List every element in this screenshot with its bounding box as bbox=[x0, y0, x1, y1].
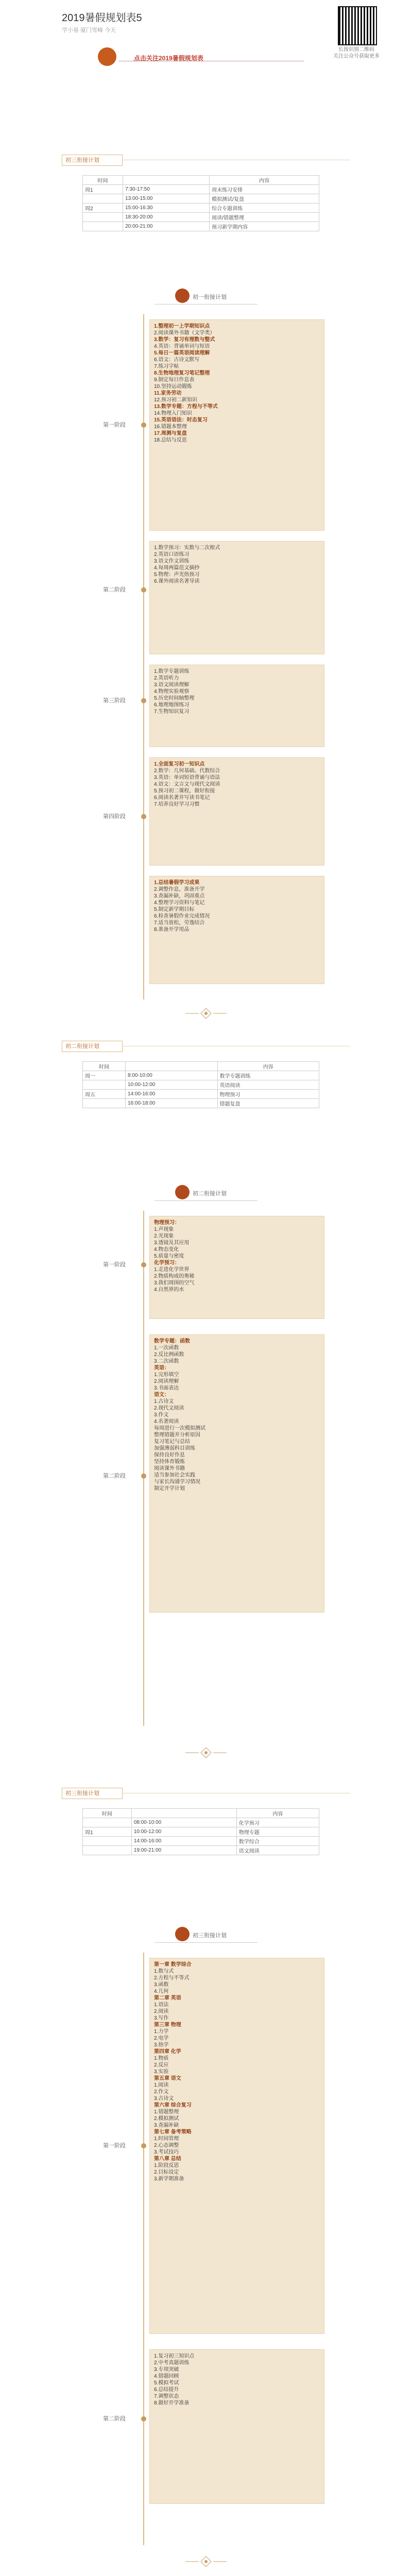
plan-line: 4.物理实验观察 bbox=[154, 689, 190, 694]
plan-line: 3.写作 bbox=[154, 2015, 169, 2021]
plan-line: 2.反应 bbox=[154, 2062, 169, 2068]
plan-line: 加强薄弱科目训练 bbox=[154, 1446, 195, 1451]
table-row bbox=[83, 213, 319, 222]
table-cell bbox=[83, 222, 123, 231]
plan-line: 4.英语：背诵单词与短语 bbox=[154, 344, 210, 349]
plan-line: 2.数学：几何基础、代数综合 bbox=[154, 768, 220, 774]
table-header: 时间 bbox=[83, 1062, 126, 1071]
plan-line: 8.生物地理复习笔记整理 bbox=[154, 370, 210, 376]
plan-line: 2.阅读课外书籍（文学类） bbox=[154, 330, 215, 336]
plan-line: 1.语法 bbox=[154, 2002, 169, 2008]
timeline-dot bbox=[141, 587, 146, 592]
plan-line: 5.预习初二课程，做好衔接 bbox=[154, 788, 215, 794]
table-header-row bbox=[83, 176, 319, 185]
plan-box bbox=[149, 757, 324, 866]
plan-line: 7.练习字帖 bbox=[154, 364, 179, 369]
plan-line: 2.反比例函数 bbox=[154, 1352, 184, 1358]
plan-line: 第三章 物理 bbox=[154, 2022, 181, 2028]
avatar bbox=[175, 1185, 190, 1199]
timeline-line bbox=[143, 1211, 144, 1726]
plan-line: 第五章 语文 bbox=[154, 2076, 181, 2081]
table-cell: 周一 bbox=[83, 1071, 126, 1080]
plan-line: 15.英语语法：时态复习 bbox=[154, 417, 208, 423]
plan-line: 9.制定每日作息表 bbox=[154, 377, 195, 383]
table-cell: 08:00-10:00 bbox=[131, 1818, 236, 1827]
plan-line: 11.家务劳动 bbox=[154, 391, 182, 396]
plan-line: 1.古诗文 bbox=[154, 1399, 174, 1404]
table-cell: 综合专题训练 bbox=[210, 204, 319, 213]
plan-line: 2.英语口语练习 bbox=[154, 552, 190, 557]
section-mark-label: 初二衔接计划 bbox=[193, 1191, 227, 1197]
avatar bbox=[98, 47, 116, 66]
section-mark bbox=[175, 1927, 237, 1942]
plan-line: 第四章 化学 bbox=[154, 2049, 181, 2055]
plan-line: 3.专项突破 bbox=[154, 2367, 179, 2372]
plan-line: 复习笔记与总结 bbox=[154, 1439, 190, 1445]
section-header: 初三衔接计划 bbox=[62, 155, 123, 166]
timeline-line bbox=[143, 1953, 144, 2545]
plan-line: 第一章 数学综合 bbox=[154, 1962, 192, 1968]
plan-line: 1.声现象 bbox=[154, 1227, 174, 1232]
article-meta: 学小易 厦门雪峰 今天 bbox=[62, 27, 116, 33]
phase-label: 第四阶段 bbox=[103, 814, 126, 820]
table-cell: 19:00-21:00 bbox=[131, 1846, 236, 1855]
plan-line: 语文： bbox=[154, 1392, 169, 1398]
plan-line: 3.新学期准备 bbox=[154, 2176, 184, 2182]
table-cell: 英语阅读 bbox=[217, 1080, 319, 1090]
table-header: 内容 bbox=[236, 1809, 319, 1818]
plan-line: 2.阅读 bbox=[154, 2009, 169, 2014]
plan-line: 每周进行一次模拟测试 bbox=[154, 1426, 205, 1431]
table-cell: 14:00-16:00 bbox=[131, 1837, 236, 1846]
plan-line: 与家长沟通学习情况 bbox=[154, 1479, 200, 1485]
divider-ornament bbox=[185, 2555, 227, 2568]
plan-line: 2.方程与不等式 bbox=[154, 1975, 190, 1981]
table-row bbox=[83, 1837, 319, 1846]
plan-line: 5.物理：声光热预习 bbox=[154, 572, 200, 578]
plan-line: 1.阅读 bbox=[154, 2082, 169, 2088]
table-cell: 20:00-21:00 bbox=[123, 222, 210, 231]
table-cell: 周五 bbox=[83, 1090, 126, 1099]
phase-label: 第一阶段 bbox=[103, 1262, 126, 1268]
plan-line: 第六章 综合复习 bbox=[154, 2103, 192, 2108]
table-header bbox=[125, 1062, 217, 1071]
plan-line: 1.走进化学世界 bbox=[154, 1267, 190, 1273]
table-header bbox=[131, 1809, 236, 1818]
plan-box bbox=[149, 1334, 324, 1613]
plan-line: 1.完形填空 bbox=[154, 1372, 179, 1378]
section-mark bbox=[175, 289, 237, 304]
schedule-table bbox=[82, 175, 319, 231]
plan-line: 3.古诗文 bbox=[154, 2096, 174, 2102]
section-mark-label: 初一衔接计划 bbox=[193, 294, 227, 300]
phase-label: 第二阶段 bbox=[103, 587, 126, 593]
qr-code-image bbox=[338, 6, 377, 45]
plan-line: 适当参加社会实践 bbox=[154, 1472, 195, 1478]
plan-line: 坚持体育锻炼 bbox=[154, 1459, 185, 1465]
plan-line: 4.整理学习资料与笔记 bbox=[154, 900, 205, 906]
table-header: 时间 bbox=[83, 176, 123, 185]
table-header: 内容 bbox=[217, 1062, 319, 1071]
plan-line: 1.总结暑假学习成果 bbox=[154, 880, 200, 886]
table-row bbox=[83, 1846, 319, 1855]
plan-line: 3.热学 bbox=[154, 2042, 169, 2048]
plan-line: 5.模拟考试 bbox=[154, 2380, 179, 2386]
plan-line: 3.二次函数 bbox=[154, 1359, 179, 1364]
phase-label: 第一阶段 bbox=[103, 2143, 126, 2149]
plan-line: 2.电学 bbox=[154, 2036, 169, 2041]
plan-line: 3.查漏补缺，巩固重点 bbox=[154, 893, 205, 899]
plan-line: 7.培养良好学习习惯 bbox=[154, 802, 200, 807]
follow-banner[interactable] bbox=[88, 47, 314, 68]
plan-line: 3.作文 bbox=[154, 1412, 169, 1418]
plan-line: 6.语文：古诗文默写 bbox=[154, 357, 200, 363]
plan-box bbox=[149, 665, 324, 747]
table-cell: 语文阅读 bbox=[236, 1846, 319, 1855]
plan-line: 6.检查暑假作业完成情况 bbox=[154, 913, 210, 919]
plan-line: 6.课外阅读名著导读 bbox=[154, 579, 200, 584]
schedule-table bbox=[82, 1808, 319, 1855]
plan-line: 数学专题：函数 bbox=[154, 1338, 190, 1344]
plan-line: 3.函数 bbox=[154, 1982, 169, 1988]
plan-box bbox=[149, 1958, 324, 2334]
table-header bbox=[123, 176, 210, 185]
table-cell: 数学综合 bbox=[236, 1837, 319, 1846]
table-cell: 14:00-16:00 bbox=[125, 1090, 217, 1099]
plan-line: 3.透镜及其应用 bbox=[154, 1240, 190, 1246]
plan-line: 第七章 备考策略 bbox=[154, 2129, 192, 2135]
plan-box bbox=[149, 2349, 324, 2504]
table-cell: 周末练习安排 bbox=[210, 185, 319, 194]
table-cell: 预习新学期内容 bbox=[210, 222, 319, 231]
plan-line: 6.阅读名著并写读书笔记 bbox=[154, 795, 210, 801]
timeline-dot bbox=[141, 2143, 146, 2148]
plan-line: 3.我们周围的空气 bbox=[154, 1280, 195, 1286]
plan-line: 3.实验 bbox=[154, 2069, 169, 2075]
plan-line: 8.准备开学用品 bbox=[154, 927, 190, 933]
plan-line: 1.一次函数 bbox=[154, 1345, 179, 1351]
plan-line: 5.质量与密度 bbox=[154, 1253, 184, 1259]
plan-line: 13.数学专题：方程与不等式 bbox=[154, 404, 218, 410]
table-cell bbox=[83, 1837, 132, 1846]
plan-line: 3.语文阅读理解 bbox=[154, 682, 190, 688]
table-header-row bbox=[83, 1809, 319, 1818]
plan-line: 8.做好开学准备 bbox=[154, 2400, 190, 2406]
plan-line: 1.时间管理 bbox=[154, 2136, 179, 2142]
plan-line: 2.心态调整 bbox=[154, 2143, 179, 2148]
table-row bbox=[83, 1080, 319, 1090]
plan-line: 5.每日一篇英语阅读理解 bbox=[154, 350, 210, 356]
plan-line: 3.书面表达 bbox=[154, 1385, 179, 1391]
plan-box bbox=[149, 1216, 324, 1319]
avatar bbox=[175, 1927, 190, 1941]
table-cell: 物理专题 bbox=[236, 1827, 319, 1837]
table-row bbox=[83, 1071, 319, 1080]
table-cell bbox=[83, 1099, 126, 1108]
plan-line: 第八章 总结 bbox=[154, 2156, 181, 2162]
plan-line: 1.数与式 bbox=[154, 1969, 174, 1974]
timeline-line bbox=[143, 314, 144, 999]
table-cell bbox=[83, 1846, 132, 1855]
plan-line: 5.制定新学期目标 bbox=[154, 907, 195, 912]
plan-box bbox=[149, 541, 324, 654]
avatar bbox=[175, 289, 190, 303]
plan-line: 2.调整作息，准备开学 bbox=[154, 887, 205, 892]
section-mark bbox=[175, 1185, 237, 1200]
plan-line: 化学预习： bbox=[154, 1260, 180, 1266]
table-cell: 数学专题训练 bbox=[217, 1071, 319, 1080]
plan-line: 1.物质 bbox=[154, 2056, 169, 2061]
plan-line: 4.语文：文言文与现代文阅读 bbox=[154, 782, 220, 787]
table-cell: 错题复盘 bbox=[217, 1099, 319, 1108]
table-cell: 阅读/错题整理 bbox=[210, 213, 319, 222]
phase-label: 第一阶段 bbox=[103, 422, 126, 428]
plan-line: 保持良好作息 bbox=[154, 1452, 185, 1458]
plan-line: 2.作文 bbox=[154, 2089, 169, 2095]
plan-line: 英语： bbox=[154, 1365, 169, 1371]
section-mark-label: 初三衔接计划 bbox=[193, 1933, 227, 1939]
section-header: 初三衔接计划 bbox=[62, 1788, 123, 1799]
plan-line: 7.适当放松，劳逸结合 bbox=[154, 920, 205, 926]
table-cell: 周2 bbox=[83, 204, 123, 213]
plan-line: 物理预习： bbox=[154, 1220, 180, 1226]
plan-line: 2.光现象 bbox=[154, 1233, 174, 1239]
table-cell: 10:00-12:00 bbox=[125, 1080, 217, 1090]
plan-line: 4.自然界的水 bbox=[154, 1287, 184, 1293]
table-row bbox=[83, 185, 319, 194]
plan-line: 4.名著阅读 bbox=[154, 1419, 179, 1425]
table-cell: 周1 bbox=[83, 1827, 132, 1837]
phase-label: 第三阶段 bbox=[103, 698, 126, 704]
table-cell: 7:30-17:50 bbox=[123, 185, 210, 194]
plan-line: 6.总结提升 bbox=[154, 2387, 179, 2393]
plan-line: 4.错题回顾 bbox=[154, 2374, 179, 2379]
plan-line: 17.周测与复盘 bbox=[154, 431, 187, 436]
plan-line: 12.预习初二新知识 bbox=[154, 397, 197, 403]
table-cell: 13:00-15:00 bbox=[123, 194, 210, 204]
plan-line: 1.力学 bbox=[154, 2029, 169, 2035]
table-cell: 化学预习 bbox=[236, 1818, 319, 1827]
table-cell: 16:00-18:00 bbox=[125, 1099, 217, 1108]
plan-line: 4.物态变化 bbox=[154, 1247, 179, 1252]
plan-line: 1.数学专题训练 bbox=[154, 669, 190, 674]
plan-line: 3.数学：复习有理数与整式 bbox=[154, 337, 215, 343]
timeline-dot bbox=[141, 422, 146, 428]
plan-line: 2.阅读理解 bbox=[154, 1379, 179, 1384]
phase-label: 第二阶段 bbox=[103, 2416, 126, 2422]
schedule-table bbox=[82, 1061, 319, 1108]
plan-line: 3.考试技巧 bbox=[154, 2149, 179, 2155]
table-header: 内容 bbox=[210, 176, 319, 185]
plan-box bbox=[149, 876, 324, 984]
plan-line: 4.几何 bbox=[154, 1989, 169, 1994]
plan-line: 1.错题整理 bbox=[154, 2109, 179, 2115]
plan-line: 1.全面复习初一知识点 bbox=[154, 761, 205, 767]
qr-caption: 长按识别二维码 关注公众号获取更多 bbox=[333, 47, 380, 59]
divider bbox=[154, 1942, 258, 1943]
divider bbox=[154, 1200, 258, 1201]
plan-line: 3.英语：单词短语背诵与语法 bbox=[154, 775, 220, 781]
table-cell: 8:00-10:00 bbox=[125, 1071, 217, 1080]
timeline-dot bbox=[141, 1473, 146, 1479]
plan-line: 3.语文作文训练 bbox=[154, 558, 190, 564]
plan-line: 第二章 英语 bbox=[154, 1995, 181, 2001]
plan-box bbox=[149, 319, 324, 531]
plan-line: 1.数学预习：实数与二次根式 bbox=[154, 545, 220, 551]
plan-line: 2.模拟测试 bbox=[154, 2116, 179, 2122]
plan-line: 2.物质构成的奥秘 bbox=[154, 1274, 195, 1279]
table-cell bbox=[83, 1818, 132, 1827]
table-cell: 模拟测试/复盘 bbox=[210, 194, 319, 204]
plan-line: 1.阶段反思 bbox=[154, 2163, 179, 2168]
plan-line: 1.复习初三知识点 bbox=[154, 2353, 195, 2359]
plan-line: 制定开学计划 bbox=[154, 1486, 185, 1492]
divider-ornament bbox=[185, 1007, 227, 1020]
table-cell: 15:00-16:30 bbox=[123, 204, 210, 213]
table-row bbox=[83, 194, 319, 204]
table-cell: 物理预习 bbox=[217, 1090, 319, 1099]
timeline-dot bbox=[141, 698, 146, 703]
timeline-dot bbox=[141, 2416, 146, 2421]
table-cell bbox=[83, 1080, 126, 1090]
plan-line: 10.坚持运动锻炼 bbox=[154, 384, 192, 389]
plan-line: 3.查漏补缺 bbox=[154, 2123, 179, 2128]
banner-text: 点击关注2019暑假规划表 bbox=[134, 55, 203, 62]
plan-line: 2.中考真题训练 bbox=[154, 2360, 190, 2366]
plan-line: 7.生物知识复习 bbox=[154, 709, 190, 715]
table-cell bbox=[83, 194, 123, 204]
table-row bbox=[83, 1818, 319, 1827]
table-cell: 18:30-20:00 bbox=[123, 213, 210, 222]
plan-line: 7.调整状态 bbox=[154, 2394, 179, 2399]
timeline-dot bbox=[141, 814, 146, 819]
divider-ornament bbox=[185, 1747, 227, 1759]
plan-line: 2.英语听力 bbox=[154, 675, 179, 681]
table-cell: 10:00-12:00 bbox=[131, 1827, 236, 1837]
table-row bbox=[83, 222, 319, 231]
section-header: 初二衔接计划 bbox=[62, 1041, 123, 1052]
plan-line: 6.地理地图练习 bbox=[154, 702, 190, 708]
timeline-dot bbox=[141, 1262, 146, 1267]
plan-line: 整理错题并分析原因 bbox=[154, 1432, 200, 1438]
plan-line: 4.每周两篇范文摘抄 bbox=[154, 565, 200, 571]
table-row bbox=[83, 1827, 319, 1837]
plan-line: 18.总结与反思 bbox=[154, 437, 187, 443]
table-row bbox=[83, 204, 319, 213]
table-cell: 周1 bbox=[83, 185, 123, 194]
table-row bbox=[83, 1099, 319, 1108]
phase-label: 第二阶段 bbox=[103, 1473, 126, 1479]
plan-line: 1.整理初一上学期知识点 bbox=[154, 324, 210, 329]
plan-line: 2.目标设定 bbox=[154, 2170, 179, 2175]
table-header-row bbox=[83, 1062, 319, 1071]
table-header: 时间 bbox=[83, 1809, 132, 1818]
table-row bbox=[83, 1090, 319, 1099]
plan-line: 16.错题本整理 bbox=[154, 424, 187, 430]
plan-line: 2.现代文阅读 bbox=[154, 1405, 184, 1411]
plan-line: 14.物理入门知识 bbox=[154, 411, 192, 416]
page-title: 2019暑假规划表5 bbox=[62, 12, 142, 24]
plan-line: 阅读课外书籍 bbox=[154, 1466, 185, 1471]
plan-line: 5.历史时间轴整理 bbox=[154, 696, 195, 701]
table-cell bbox=[83, 213, 123, 222]
